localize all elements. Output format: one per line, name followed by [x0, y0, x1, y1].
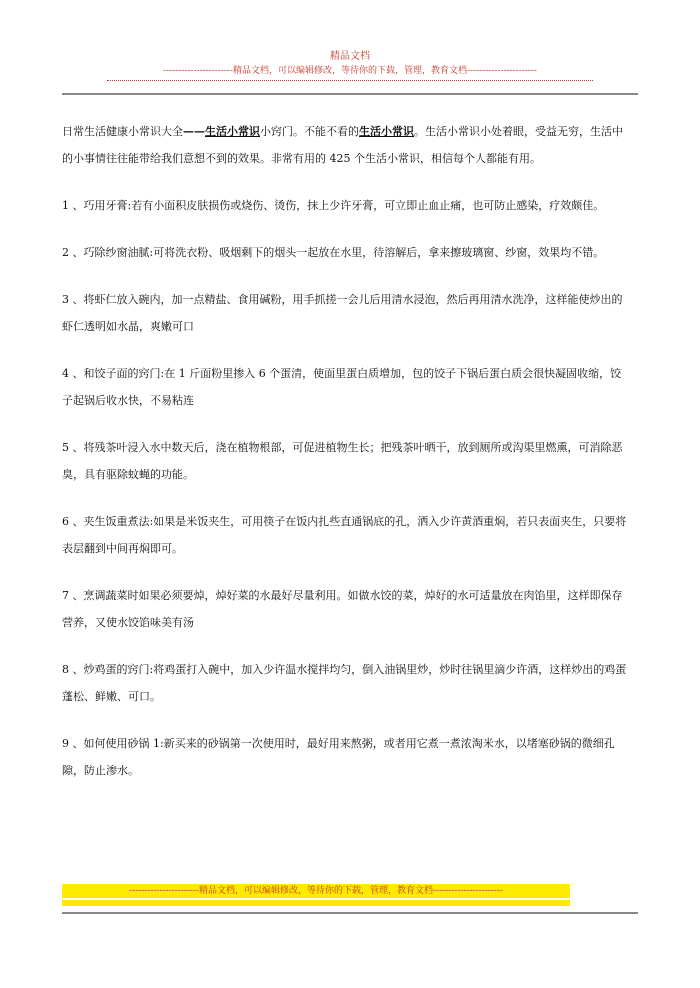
page-header — [62, 50, 638, 81]
document-body — [62, 118, 632, 804]
intro-keyword-2: 生活小常识 — [359, 125, 414, 138]
intro-text-3: 。生活小常识小处着眼，受益无穷，生活中的小事情往往能带给我们意想不到的效果。非常有用的 425 个生活小常识，相信每个人都能有用。 — [62, 125, 623, 165]
tip-paragraph-8: 8 、炒鸡蛋的窍门:将鸡蛋打入碗中，加入少许温水搅拌均匀，倒入油锅里炒，炒时往锅里滴少许酒，这样炒出的鸡蛋蓬松、鲜嫩、可口。 — [62, 663, 627, 703]
intro-dash: —— — [183, 125, 205, 138]
tip-paragraph-3: 3 、将虾仁放入碗内，加一点精盐、食用碱粉，用手抓搓一会儿后用清水浸泡，然后再用清水洗净，这样能使炒出的虾仁透明如水晶，爽嫩可口 — [62, 293, 623, 333]
tip-paragraph-7: 7 、烹调蔬菜时如果必须要焯，焯好菜的水最好尽量利用。如做水饺的菜，焯好的水可适量放在肉馅里，这样即保存营养，又使水饺馅味美有汤 — [62, 589, 623, 629]
tip-paragraph-1: 1 、巧用牙膏:若有小面积皮肤损伤或烧伤、烫伤，抹上少许牙膏，可立即止血止痛，也可防止感染，疗效颇佳。 — [62, 199, 605, 212]
intro-paragraph — [62, 118, 632, 172]
footer-rule — [62, 912, 638, 914]
header-watermark-text: -----------------------精品文档，可以编辑修改，等待你的下载，管理，教育文档----------------------- — [163, 66, 537, 76]
tip-paragraph-9: 9 、如何使用砂锅 1:新买来的砂锅第一次使用时，最好用来熬粥，或者用它煮一煮浓淘米水，以堵塞砂锅的微细孔隙，防止渗水。 — [62, 737, 615, 777]
header-title: 精品文档 — [330, 51, 370, 62]
header-rule — [62, 93, 638, 95]
tip-paragraph-6: 6 、夹生饭重煮法:如果是米饭夹生，可用筷子在饭内扎些直通锅底的孔，洒入少许黄酒重焖，若只表面夹生，只要将表层翻到中间再焖即可。 — [62, 515, 627, 555]
intro-keyword-1: 生活小常识 — [205, 125, 260, 138]
intro-text-2: 小窍门。不能不看的 — [260, 125, 359, 138]
intro-text-1: 日常生活健康小常识大全 — [62, 125, 183, 138]
tip-paragraph-4: 4 、和饺子面的窍门:在 1 斤面粉里掺入 6 个蛋清，使面里蛋白质增加，包的饺子下锅后蛋白质会很快凝固收缩，饺子起锅后收水快，不易粘连 — [62, 367, 622, 407]
header-dotted-line — [107, 80, 593, 81]
tip-paragraph-5: 5 、将残茶叶浸入水中数天后，浇在植物根部，可促进植物生长；把残茶叶晒干，放到厕所或沟渠里燃熏，可消除恶臭，具有驱除蚊蝇的功能。 — [62, 441, 623, 481]
footer-watermark-text: -----------------------精品文档，可以编辑修改，等待你的下载，管理，教育文档----------------------- — [62, 884, 570, 898]
tip-paragraph-2: 2 、巧除纱窗油腻:可将洗衣粉、吸烟剩下的烟头一起放在水里，待溶解后，拿来擦玻璃窗、纱窗，效果均不错。 — [62, 246, 605, 259]
page-footer — [62, 884, 638, 906]
footer-highlight-bar — [62, 900, 570, 906]
